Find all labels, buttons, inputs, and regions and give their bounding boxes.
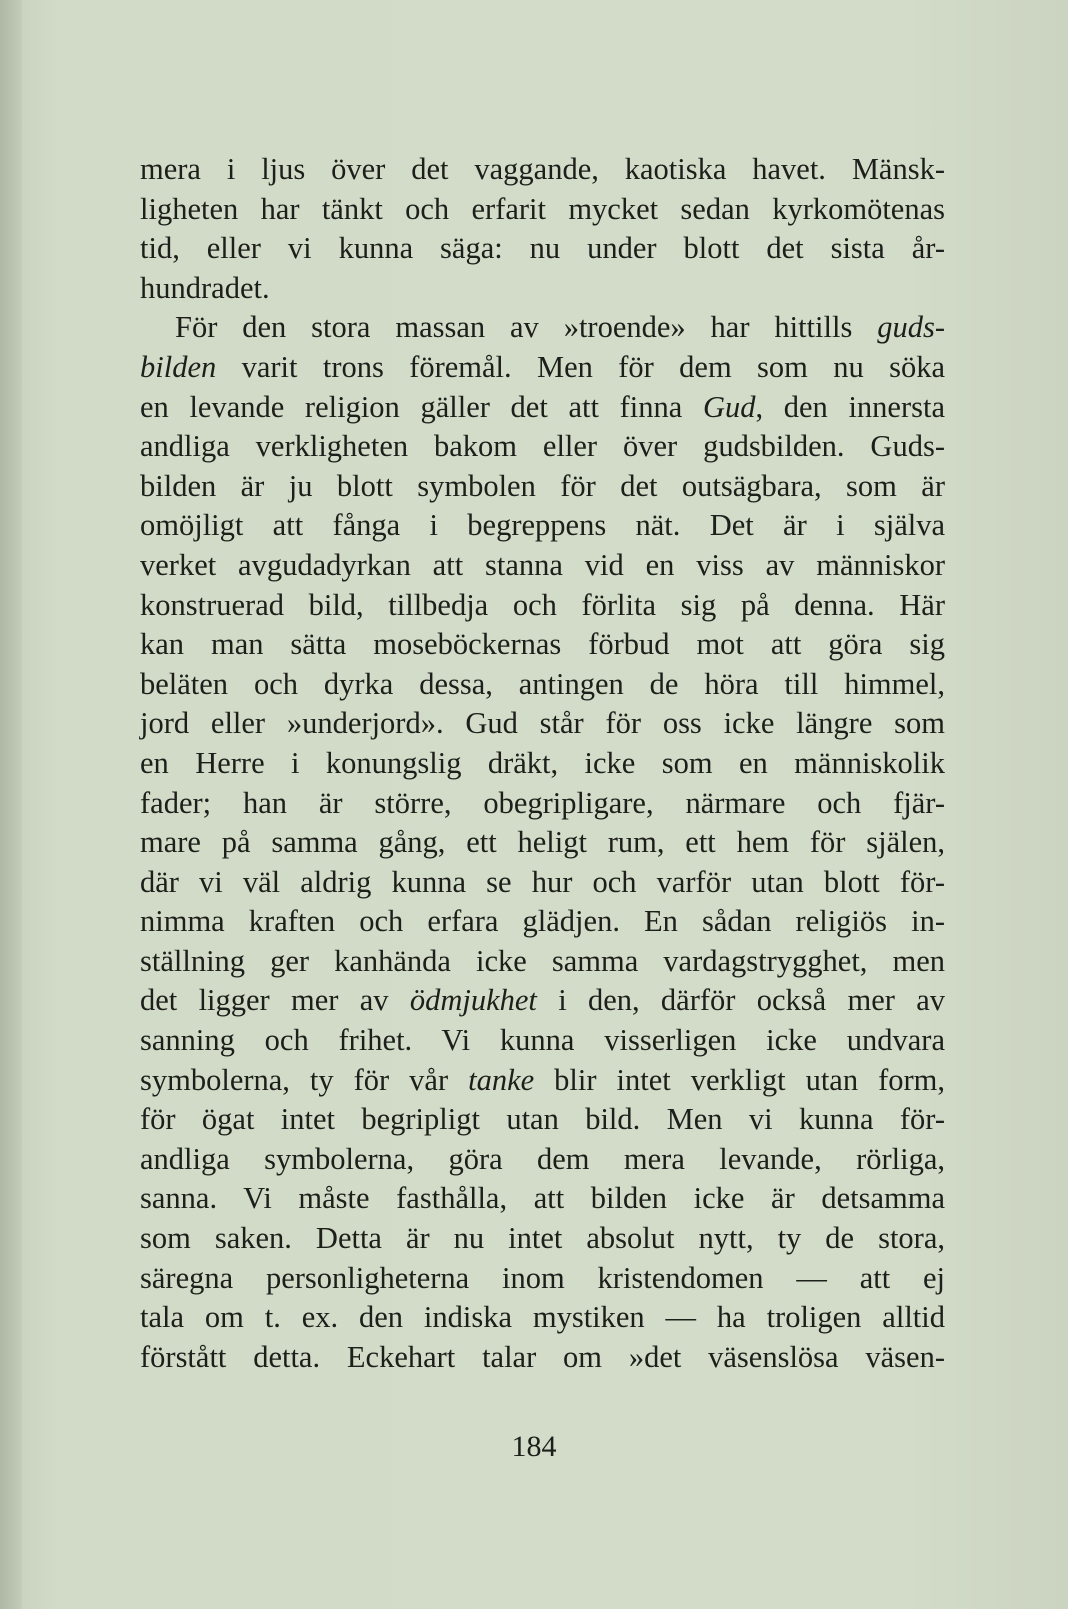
text-line: För den stora massan av »troende» har hittills guds- [175, 310, 945, 345]
page-number: 184 [511, 1430, 557, 1463]
text-line: för ögat intet begripligt utan bild. Men vi kunna för- [140, 1102, 945, 1137]
text-line: mare på samma gång, ett heligt rum, ett hem för själen, [140, 825, 945, 860]
text-line: en Herre i konungslig dräkt, icke som en människolik [140, 745, 945, 780]
text-line: sanna. Vi måste fasthålla, att bilden icke är detsamma [140, 1181, 945, 1216]
text-line: nimma kraften och erfara glädjen. En sådan religiös in- [140, 904, 945, 939]
text-line: tid, eller vi kunna säga: nu under blott det sista år- [140, 231, 945, 266]
text-line: tala om t. ex. den indiska mystiken — ha troligen alltid [140, 1300, 945, 1335]
text-line: förstått detta. Eckehart talar om »det väsenslösa väsen- [140, 1339, 945, 1374]
text-line: ställning ger kanhända icke samma vardagstrygghet, men [140, 943, 945, 978]
text-line: det ligger mer av ödmjukhet i den, därför också mer av [140, 983, 946, 1018]
text-line: fader; han är större, obegripligare, närmare och fjär- [140, 785, 945, 820]
text-line: ligheten har tänkt och erfarit mycket sedan kyrkomötenas [140, 191, 945, 226]
text-line: jord eller »underjord». Gud står för oss icke längre som [140, 706, 945, 741]
text-line: som saken. Detta är nu intet absolut nytt, ty de stora, [140, 1221, 945, 1256]
text-line: andliga symbolerna, göra dem mera levande, rörliga, [140, 1141, 945, 1176]
text-line: bilden varit trons föremål. Men för dem som nu söka [140, 349, 945, 384]
text-line: bilden är ju blott symbolen för det outsägbara, som är [140, 468, 945, 503]
text-line: omöjligt att fånga i begreppens nät. Det är i själva [140, 508, 945, 543]
text-line: andliga verkligheten bakom eller över gudsbilden. Guds- [140, 429, 945, 464]
text-line: säregna personligheterna inom kristendomen — att ej [140, 1260, 945, 1295]
text-line: en levande religion gäller det att finna Gud, den innersta [140, 389, 945, 424]
body-text [140, 150, 945, 1377]
text-line: beläten och dyrka dessa, antingen de höra till himmel, [140, 666, 945, 701]
text-line: där vi väl aldrig kunna se hur och varför utan blott för- [140, 864, 945, 899]
text-line: konstruerad bild, tillbedja och förlita sig på denna. Här [140, 587, 945, 622]
text-line: kan man sätta moseböckernas förbud mot att göra sig [140, 627, 945, 662]
text-line: mera i ljus över det vaggande, kaotiska havet. Mänsk- [140, 152, 945, 186]
text-line: verket avgudadyrkan att stanna vid en viss av människor [140, 547, 945, 582]
text-line: sanning och frihet. Vi kunna visserligen icke undvara [140, 1023, 945, 1058]
text-line: hundradet. [140, 270, 270, 305]
text-line: symbolerna, ty för vår tanke blir intet verkligt utan form, [140, 1062, 945, 1097]
page-gutter [0, 0, 22, 1609]
